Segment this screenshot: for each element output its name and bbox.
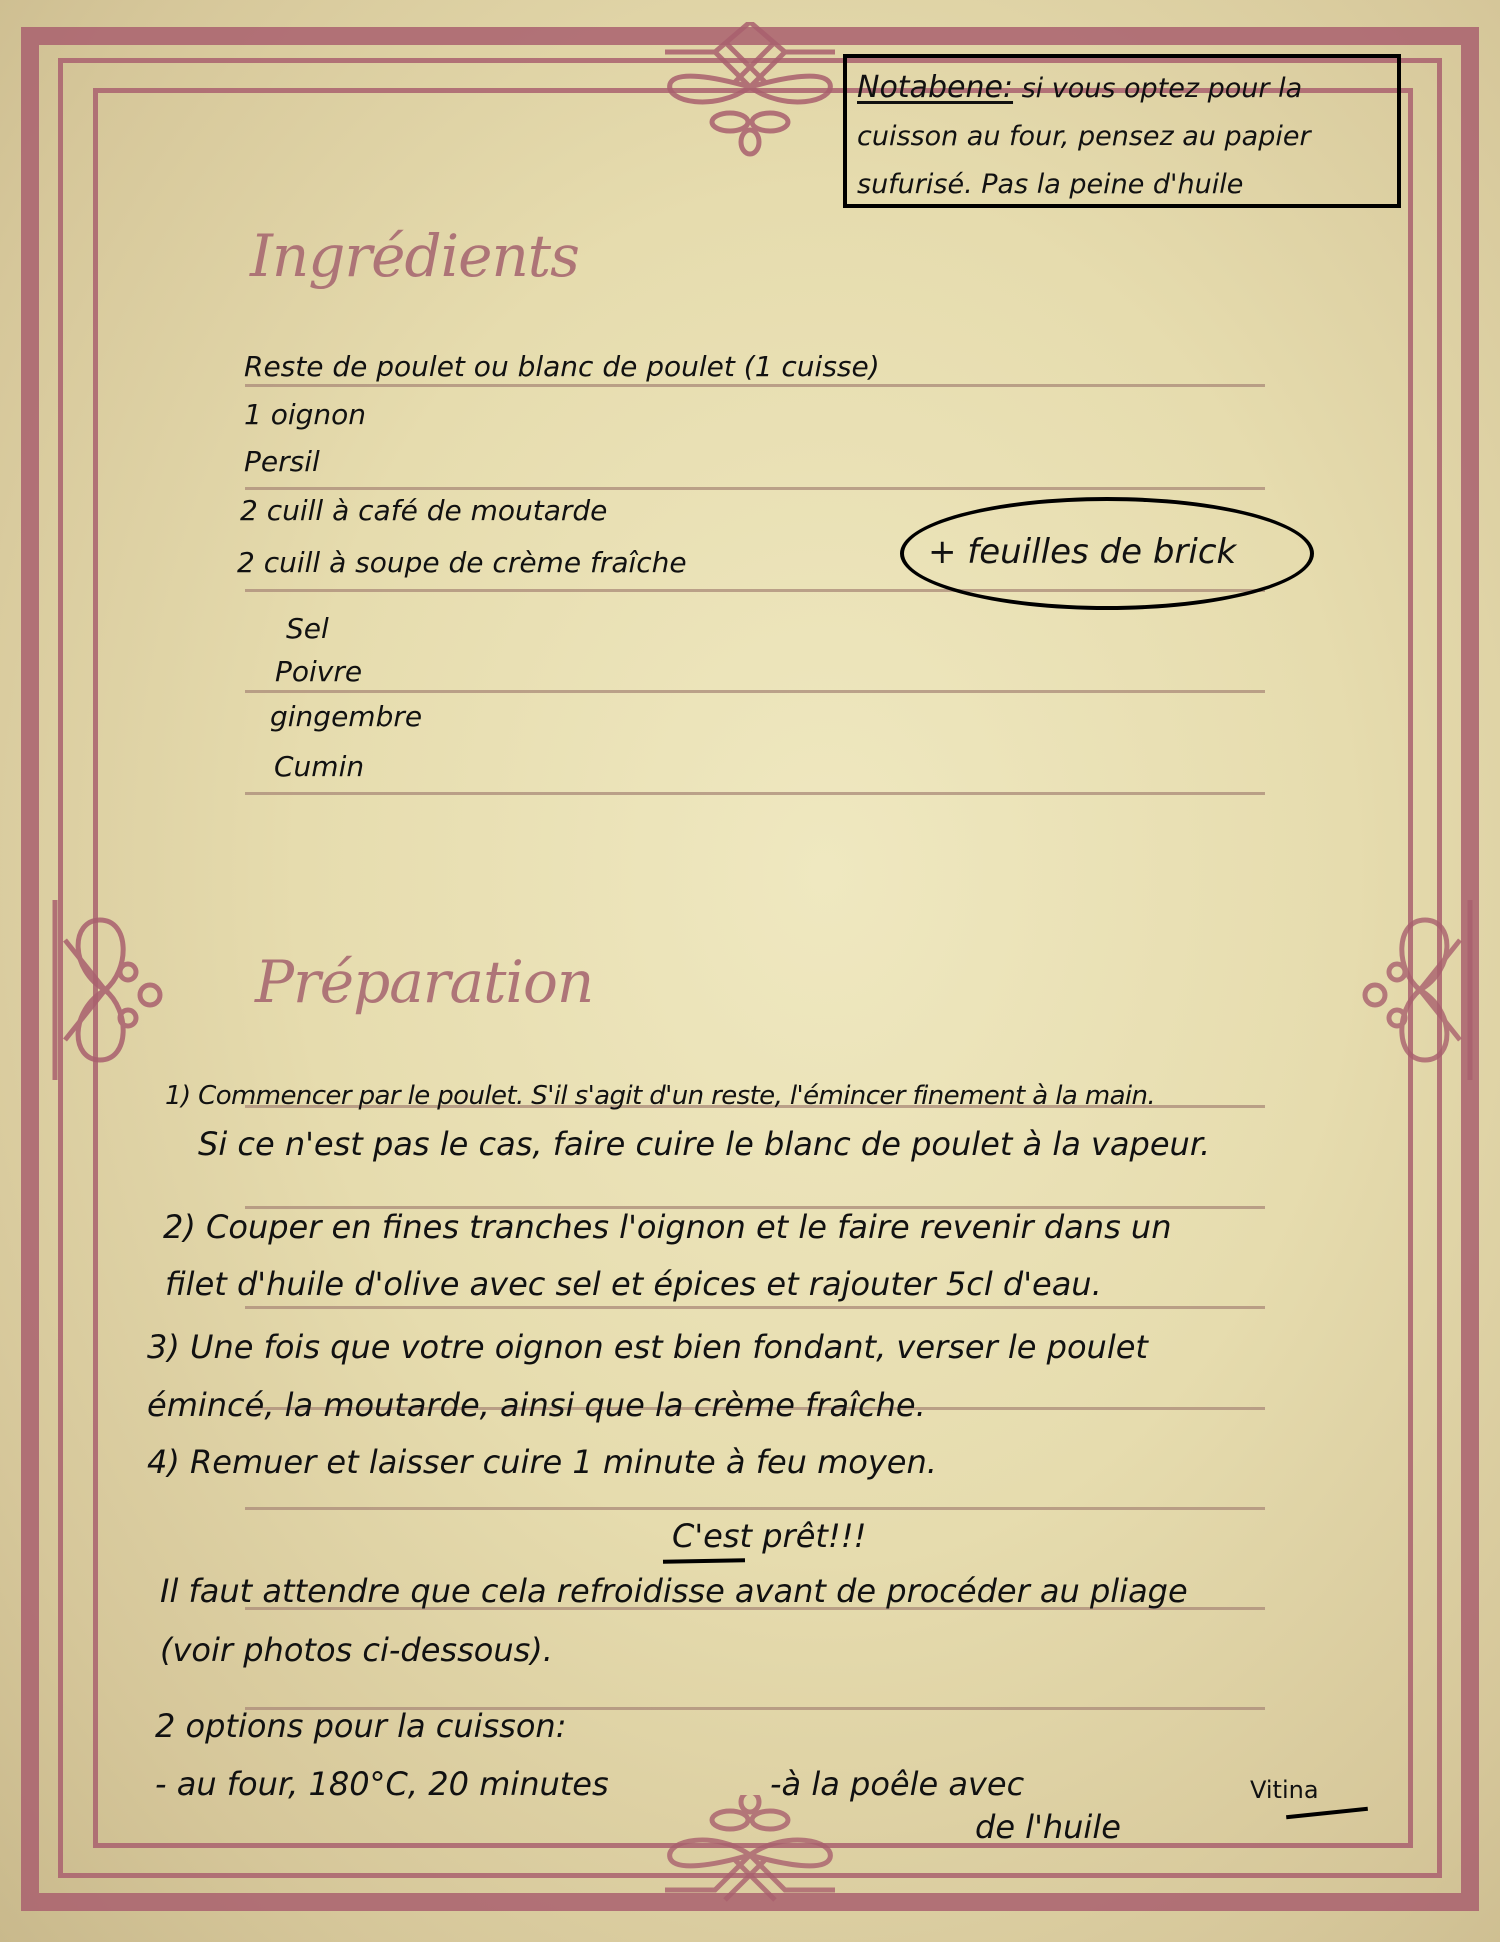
step-1-line-2: Si ce n'est pas le cas, faire cuire le blanc de poulet à la vapeur. bbox=[198, 1125, 1211, 1163]
notabene-text: si vous optez pour la bbox=[1013, 73, 1303, 104]
step-2-line-1: 2) Couper en fines tranches l'oignon et le faire revenir dans un bbox=[163, 1208, 1172, 1246]
extra-ingredient: + feuilles de brick bbox=[928, 532, 1237, 572]
ruled-line bbox=[245, 1507, 1265, 1510]
signature: Vitina bbox=[1250, 1776, 1319, 1804]
ingredients-heading: Ingrédients bbox=[250, 222, 579, 290]
right-knot-ornament-icon bbox=[1335, 900, 1475, 1080]
ruled-line bbox=[245, 792, 1265, 795]
step-3-line-2: émincé, la moutarde, ainsi que la crème fraîche. bbox=[147, 1386, 926, 1424]
option-pan-line-1: -à la poêle avec bbox=[770, 1765, 1025, 1803]
cooking-options-title: 2 options pour la cuisson: bbox=[155, 1707, 567, 1745]
ready-text: C'est prêt!!! bbox=[672, 1517, 867, 1555]
top-knot-ornament-icon bbox=[655, 22, 845, 157]
spice-item: gingembre bbox=[270, 700, 423, 733]
spice-item: Cumin bbox=[274, 750, 365, 783]
notabene-box bbox=[843, 54, 1401, 208]
notabene-line-3: sufurisé. Pas la peine d'huile bbox=[857, 169, 1244, 200]
ingredient-item: Persil bbox=[244, 445, 320, 478]
notabene-line-1 bbox=[857, 64, 1387, 113]
preparation-heading: Préparation bbox=[255, 948, 594, 1016]
option-oven: - au four, 180°C, 20 minutes bbox=[155, 1765, 609, 1803]
cooling-line-2: (voir photos ci-dessous). bbox=[160, 1631, 553, 1669]
bottom-knot-ornament-icon bbox=[655, 1795, 845, 1920]
notabene-line-2: cuisson au four, pensez au papier bbox=[857, 121, 1311, 152]
spice-item: Sel bbox=[286, 612, 329, 645]
cooling-line-1: Il faut attendre que cela refroidisse avant de procéder au pliage bbox=[160, 1572, 1188, 1610]
ruled-line bbox=[245, 1306, 1265, 1309]
ingredient-item: 1 oignon bbox=[244, 398, 367, 431]
ruled-line bbox=[245, 487, 1265, 490]
option-pan-line-2: de l'huile bbox=[975, 1808, 1121, 1846]
ingredient-item: 2 cuill à soupe de crème fraîche bbox=[237, 546, 687, 579]
step-2-line-2: filet d'huile d'olive avec sel et épices et rajouter 5cl d'eau. bbox=[165, 1265, 1102, 1303]
notabene-title: Notabene: bbox=[857, 70, 1014, 105]
spice-item: Poivre bbox=[275, 655, 363, 688]
ruled-line bbox=[245, 384, 1265, 387]
left-knot-ornament-icon bbox=[50, 900, 170, 1080]
ruled-line bbox=[245, 690, 1265, 693]
step-1-line-1: 1) Commencer par le poulet. S'il s'agit d'un reste, l'émincer finement à la main. bbox=[165, 1081, 1156, 1111]
step-3-line-1: 3) Une fois que votre oignon est bien fondant, verser le poulet bbox=[147, 1328, 1148, 1366]
ingredient-item: Reste de poulet ou blanc de poulet (1 cuisse) bbox=[244, 350, 880, 383]
ingredient-item: 2 cuill à café de moutarde bbox=[240, 494, 608, 527]
step-4-line-1: 4) Remuer et laisser cuire 1 minute à feu moyen. bbox=[147, 1443, 937, 1481]
